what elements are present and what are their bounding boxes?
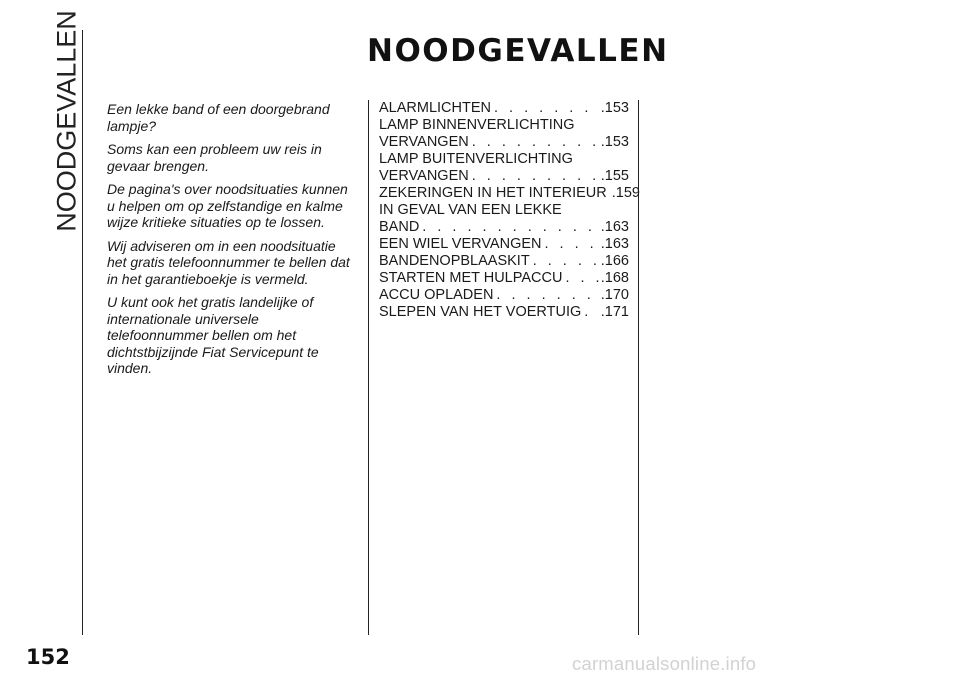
toc-dot-leader [496,287,598,304]
toc-entry-page: .153 [600,134,629,150]
toc-entry-label: ACCU OPLADEN [379,287,494,303]
toc-entry-label: SLEPEN VAN HET VOERTUIG [379,304,582,320]
toc-dot-leader [584,304,599,321]
toc-entry-label: ALARMLICHTEN [379,100,491,116]
toc-entry[interactable] [379,304,629,321]
toc-entry[interactable] [379,100,629,117]
left-edge-rule [82,30,83,635]
watermark: carmanualsonline.info [572,653,757,674]
page-title: NOODGEVALLEN [367,33,669,69]
toc-entry-label: STARTEN MET HULPACCU [379,270,563,286]
intro-paragraph: U kunt ook het gratis landelijke of internationale universele telefoonnummer bellen om het dichtstbijzijnde Fiat Servicepunt te vinden. [107,294,319,376]
toc-entry-page: .153 [600,100,629,116]
toc-dot-leader [494,100,599,117]
toc-entry[interactable] [379,236,629,253]
toc-entry[interactable] [379,202,629,236]
toc-entry[interactable] [379,270,629,287]
toc-entry[interactable] [379,185,640,202]
toc-entry-page: .163 [600,236,629,252]
toc-entry-label: ZEKERINGEN IN HET INTERIEUR [379,185,607,201]
toc-entry-page: .171 [600,304,629,320]
toc-entry-label-line1: LAMP BINNENVERLICHTING [379,117,575,133]
toc-entry-page: .159 [611,185,640,201]
toc-entry-label: BANDENOPBLAASKIT [379,253,530,269]
intro-paragraph: Wij adviseren om in een noodsituatie het gratis telefoonnummer te bellen dat in het garantieboekje is vermeld. [107,237,350,287]
intro-paragraph: Een lekke band of een doorgebrand lampje? [107,101,330,134]
toc-entry-label: VERVANGEN [379,168,469,184]
toc-entry[interactable] [379,287,629,304]
toc-dot-leader [472,168,599,185]
column-divider [368,100,369,635]
toc-entry[interactable] [379,151,629,185]
intro-paragraph: De pagina's over noodsituaties kunnen u helpen om op zelfstandige en kalme wijze kritieke situaties op te lossen. [107,181,348,230]
toc-dot-leader [545,236,599,253]
intro-paragraph: Soms kan een probleem uw reis in gevaar brengen. [107,141,322,174]
toc-entry-page: .155 [600,168,629,184]
intro-text [107,101,357,384]
toc-dot-leader [472,134,599,151]
toc-entry[interactable] [379,253,629,270]
toc-entry-label-line1: LAMP BUITENVERLICHTING [379,151,573,167]
toc-entry-label-line1: IN GEVAL VAN EEN LEKKE [379,202,562,218]
toc-entry-page: .163 [600,219,629,235]
right-column-rule [638,100,639,635]
toc-entry[interactable] [379,117,629,151]
toc-dot-leader [422,219,598,236]
toc-entry-page: .170 [600,287,629,303]
toc-dot-leader [533,253,599,270]
table-of-contents [379,100,640,321]
toc-entry-label: VERVANGEN [379,134,469,150]
toc-dot-leader [565,270,598,287]
toc-entry-label: EEN WIEL VERVANGEN [379,236,542,252]
toc-entry-page: .168 [600,270,629,286]
side-section-tab-label: NOODGEVALLEN [51,10,82,232]
toc-entry-label: BAND [379,219,420,235]
side-section-tab [51,10,82,232]
toc-entry-page: .166 [600,253,629,269]
page-number: 152 [26,645,70,669]
